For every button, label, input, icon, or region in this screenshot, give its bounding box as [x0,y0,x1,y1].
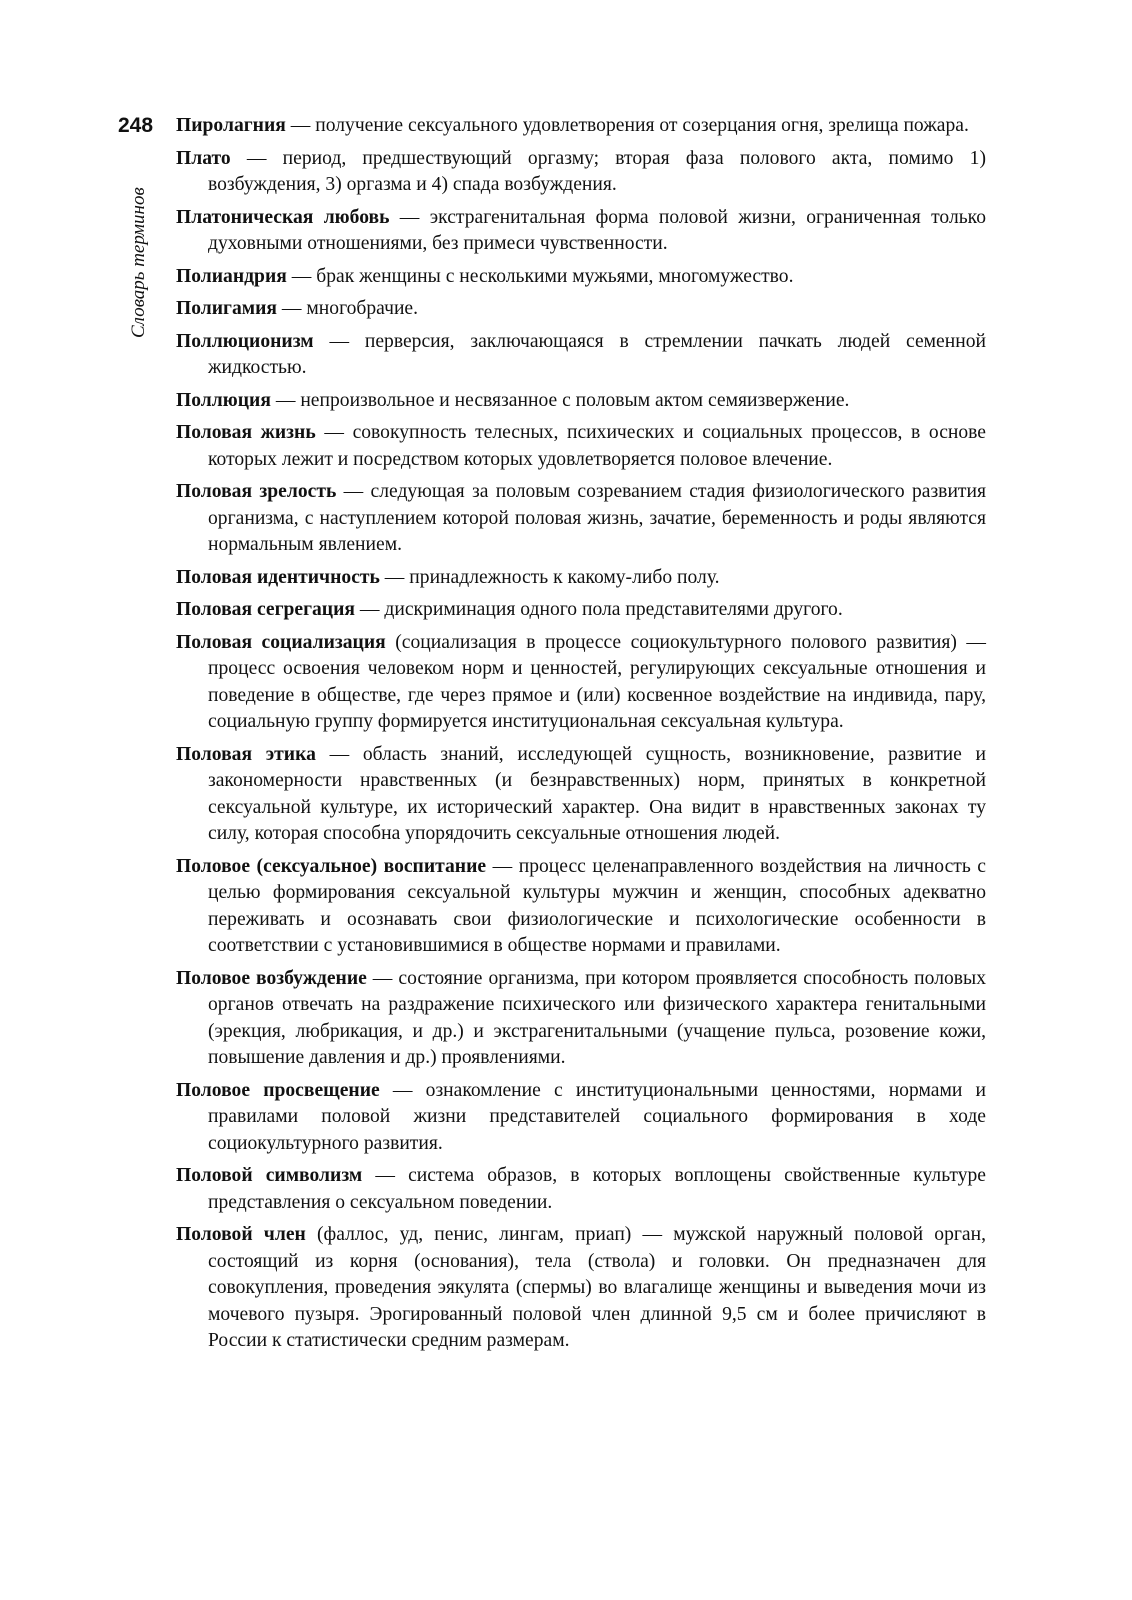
entry-definition: — состояние организма, при котором проявляется способность половых органов отвечать на раздражение психического или физического характера генитальными (эрекция, любрикация, и др.) и экстрагенитальными (учащение пульса, розовение кожи, повышение давления и др.) проявлениями. [208,967,986,1068]
entry-definition: (фаллос, уд, пенис, лингам, приап) — мужской наружный половой орган, состоящий из корня (основания), тела (ствола) и головки. Он предназначен для совокупления, проведения эякулята (спермы) во влагалище женщины и выведения мочи из мочевого пузыря. Эрогированный половой член длинной 9,5 см и более причисляют в России к статистически средним размерам. [208,1224,987,1351]
glossary-entries [176,113,986,1361]
entry-term: Половое возбуждение [176,967,367,989]
entry-term: Полиандрия [176,265,287,287]
entry-definition: — область знаний, исследующей сущность, возникновение, развитие и закономерности нравственных (и безнравственных) норм, принятых в конкретной сексуальной культуре, их исторический характер. Она видит в нравственных законах ту силу, которая способна упорядочить сексуальные отношения людей. [208,743,986,844]
entry-term: Платоническая любовь [176,206,390,228]
glossary-entry [176,597,986,624]
glossary-entry [176,742,986,848]
glossary-entry [176,146,986,199]
entry-definition: (социализация в процессе социокультурного полового развития) — процесс освоения человеком норм и ценностей, регулирующих сексуальные отношения и поведение в обществе, где через прямое и (или) косвенное воздействие на индивида, пару, социальную группу формируется институциональная сексуальная культура. [208,631,986,732]
glossary-entry [176,1163,986,1216]
entry-definition: — ознакомление с институциональными ценностями, нормами и правилами половой жизни представителей социального формирования в ходе социокультурного развития. [208,1079,986,1154]
entry-definition: — перверсия, заключающаяся в стремлении пачкать людей семенной жидкостью. [208,330,986,378]
running-head-text: Словарь терминов [128,187,149,338]
entry-term: Половой член [176,1224,306,1245]
glossary-entry [176,1078,986,1158]
entry-definition: — многобрачие. [277,298,419,319]
glossary-entry [176,420,986,473]
entry-definition: — принадлежность к какому-либо полу. [379,566,720,588]
entry-definition: — получение сексуального удовлетворения от созерцания огня, зрелища пожара. [285,115,969,136]
entry-definition: — экстрагенитальная форма половой жизни, ограниченная только духовными отношениями, без примеси чувственности. [208,206,986,254]
entry-term: Поллюция [176,389,271,411]
entry-definition: — дискриминация одного пола представителями другого. [354,599,843,620]
entry-definition: — система образов, в которых воплощены свойственные культуре представления о сексуальном поведении. [208,1165,986,1213]
entry-definition: — непроизвольное и несвязанное с половым актом семяизвержение. [270,389,850,411]
entry-term: Половое (сексуальное) воспитание [176,855,487,877]
entry-term: Поллюционизм [176,330,314,352]
glossary-entry [176,296,986,323]
glossary-entry [176,854,986,960]
glossary-entry [176,113,986,140]
entry-term: Половое просвещение [176,1079,380,1101]
glossary-entry [176,565,986,592]
entry-definition: — брак женщины с несколькими мужьями, многомужество. [286,265,794,287]
glossary-entry [176,329,986,382]
entry-term: Половая идентичность [176,566,380,588]
entry-definition: — совокупность телесных, психических и социальных процессов, в основе которых лежит и посредством которых удовлетворяется половое влечение. [208,422,987,470]
running-head [128,168,152,338]
entry-term: Плато [176,147,231,169]
glossary-entry [176,630,986,736]
glossary-entry [176,264,986,291]
entry-term: Половая зрелость [176,481,337,502]
entry-term: Половая этика [176,743,316,765]
glossary-entry [176,388,986,415]
entry-term: Половая сегрегация [176,599,355,620]
page-number: 248 [118,114,154,137]
glossary-entry [176,966,986,1072]
entry-term: Пиролагния [176,115,286,136]
glossary-entry [176,1222,986,1355]
entry-definition: — процесс целенаправленного воздействия на личность с целью формирования сексуальной культуры мужчин и женщин, способных адекватно переживать и осознавать свои физиологические и психологические особенности в соответствии с установившимися в обществе нормами и правилами. [208,855,986,956]
glossary-entry [176,205,986,258]
entry-term: Половая жизнь [176,422,316,443]
entry-definition: — период, предшествующий оргазму; вторая фаза полового акта, помимо 1) возбуждения, 3) оргазма и 4) спада возбуждения. [208,147,986,195]
entry-term: Полигамия [176,298,277,319]
entry-term: Половой символизм [176,1165,363,1186]
entry-definition: — следующая за половым созреванием стадия физиологического развития организма, с наступлением которой половая жизнь, зачатие, беременность и роды являются нормальным явлением. [208,481,986,555]
glossary-entry [176,479,986,559]
entry-term: Половая социализация [176,631,386,653]
